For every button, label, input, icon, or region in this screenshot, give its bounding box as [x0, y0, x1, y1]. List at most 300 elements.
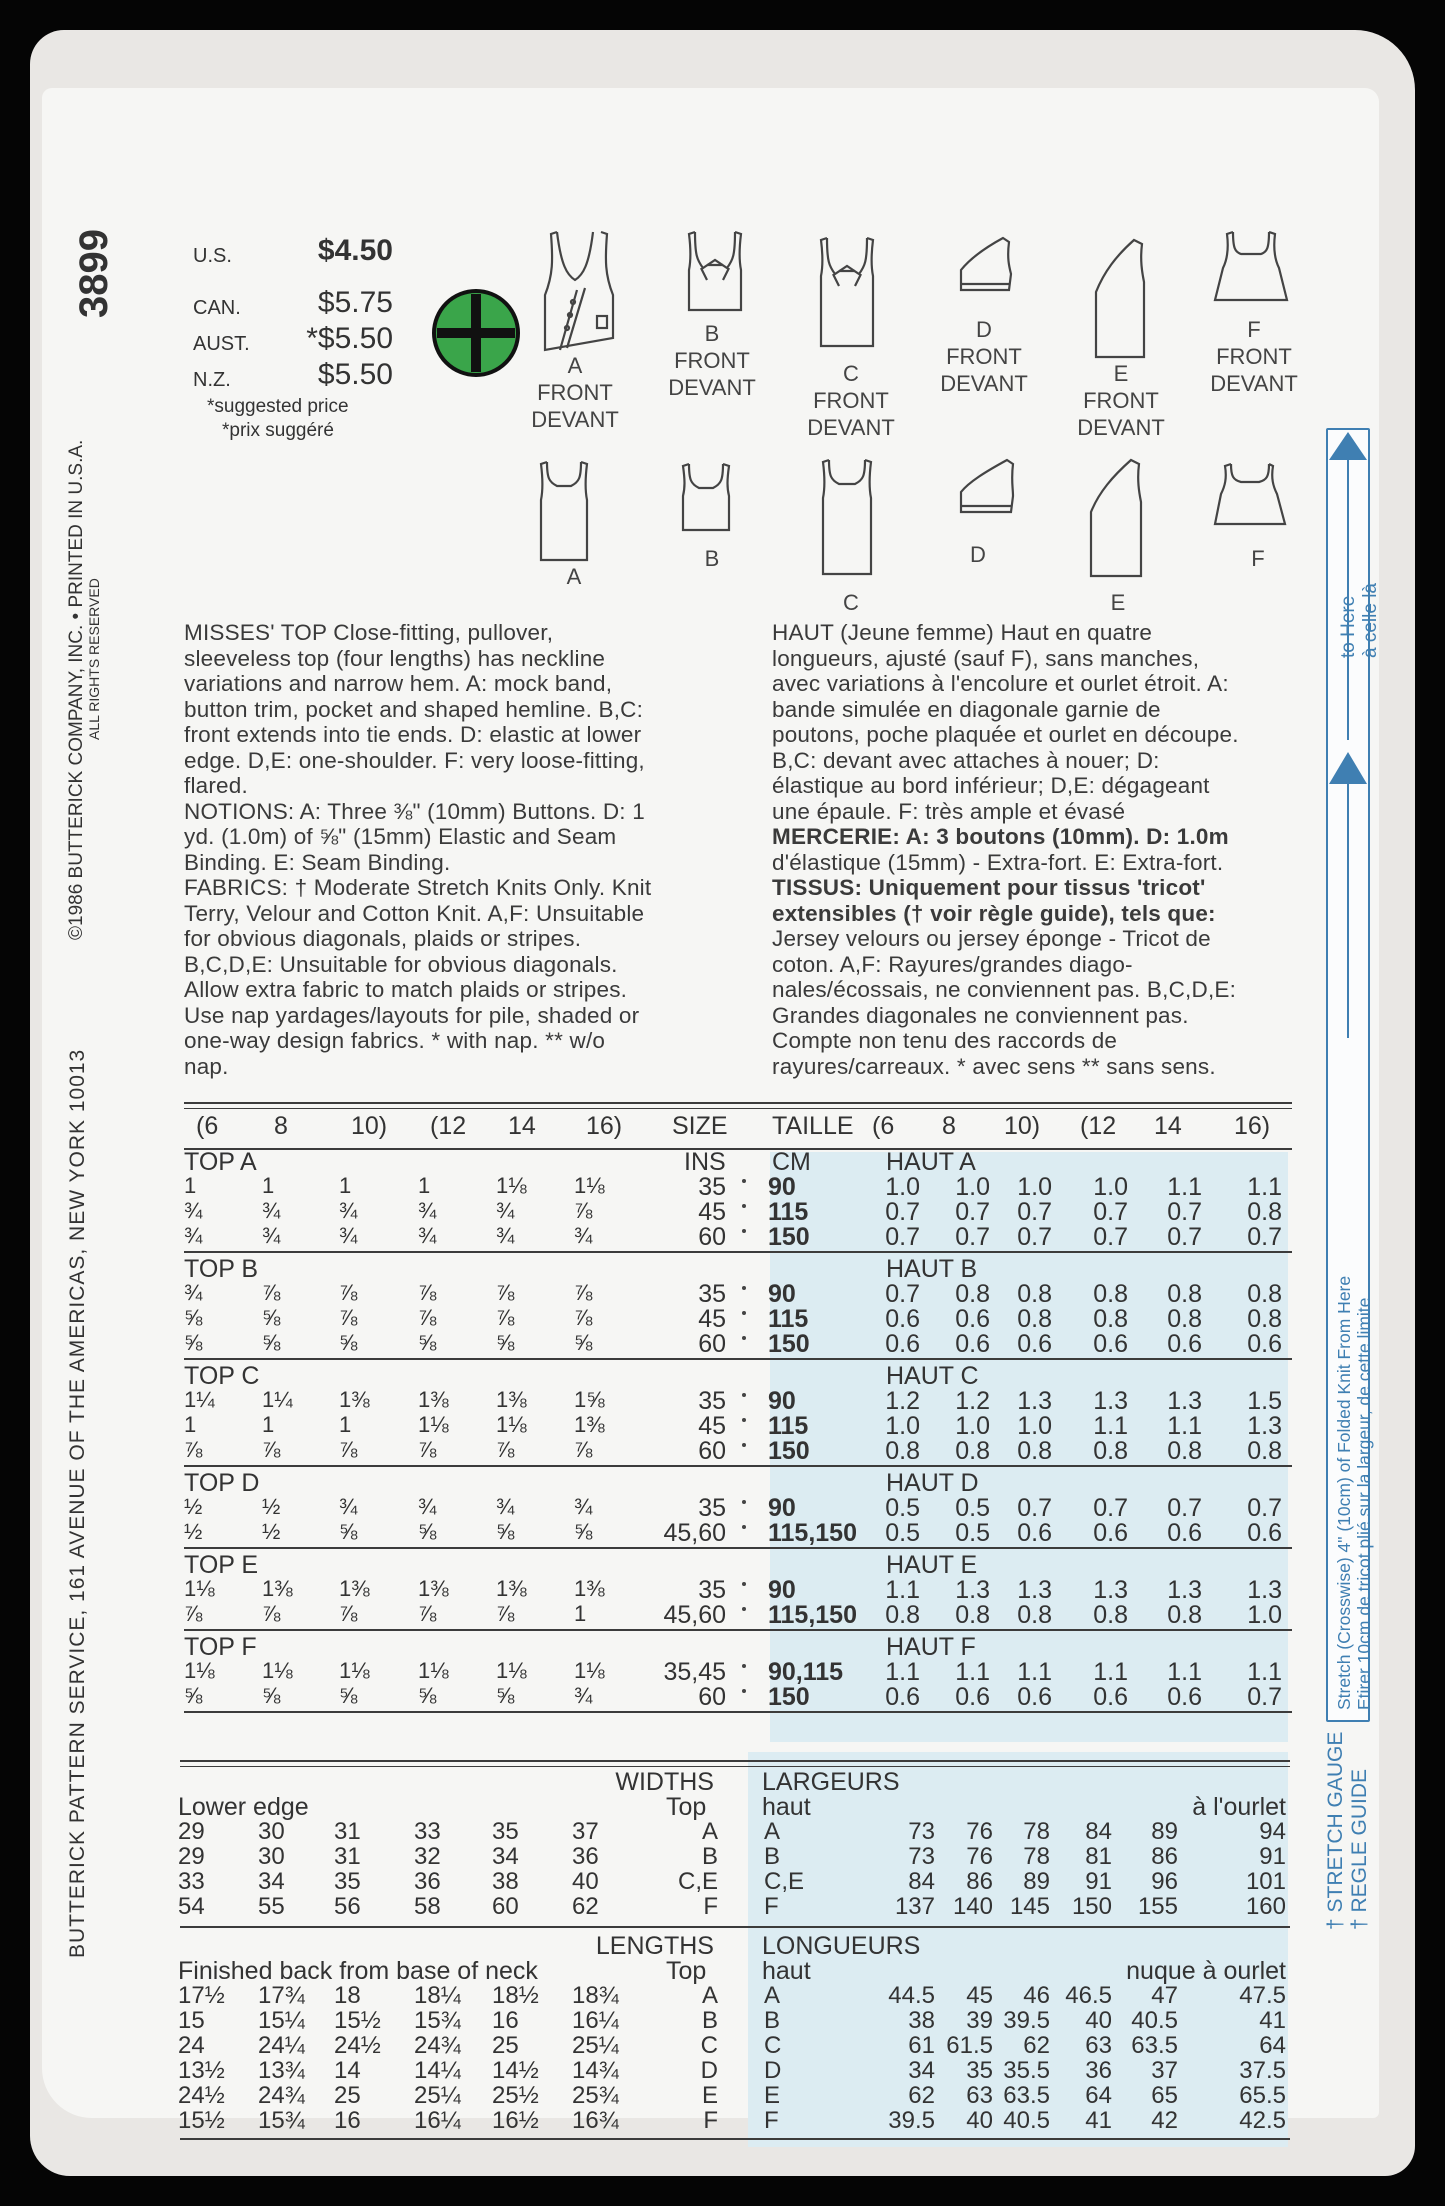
- yardage-group-title: TOP B: [184, 1255, 259, 1283]
- inch-value: 29: [178, 1818, 205, 1845]
- ins-label: INS: [684, 1148, 726, 1176]
- description-line: poutons, poche plaquée et ourlet en découpe.: [772, 722, 1239, 747]
- section-rule: [180, 1926, 1290, 1928]
- cm-value: 91: [1085, 1868, 1112, 1895]
- back-view-letter: E: [1110, 590, 1126, 615]
- inch-value: 14¾: [572, 2057, 619, 2084]
- metric-value: 0.8: [1093, 1437, 1128, 1465]
- yardage-value: 1⅛: [184, 1658, 215, 1683]
- inch-value: 34: [258, 1868, 285, 1895]
- view-front-word: FRONT: [813, 388, 889, 413]
- top-letter-fr: A: [764, 1818, 781, 1845]
- cm-value: 41: [1259, 2007, 1286, 2034]
- group-rule: [184, 1547, 1292, 1549]
- cm-value: 62: [1023, 2032, 1050, 2059]
- view-letter: F: [1247, 317, 1261, 342]
- gauge-a-celle-la: à celle là: [1360, 583, 1381, 658]
- inch-value: 15½: [334, 2007, 381, 2034]
- cm-value: 39: [966, 2007, 993, 2034]
- dot: [742, 1286, 746, 1290]
- metric-value: 0.5: [885, 1494, 920, 1522]
- inch-value: 14½: [492, 2057, 539, 2084]
- yardage-value: ¾: [496, 1223, 515, 1248]
- cm-value: 39.5: [888, 2107, 935, 2134]
- metric-value: 0.6: [1093, 1330, 1128, 1358]
- top-letter: B: [701, 2007, 718, 2034]
- yardage-value: ⅞: [574, 1280, 593, 1305]
- inch-value: 14: [334, 2057, 361, 2084]
- yardage-value: 1: [184, 1173, 197, 1198]
- inch-value: 17½: [178, 1982, 225, 2009]
- metric-value: 1.3: [1167, 1387, 1202, 1415]
- cm-value: 63: [966, 2082, 993, 2109]
- copyright-line: ©1986 BUTTERICK COMPANY, INC. • PRINTED IN U.S.A.: [66, 439, 87, 940]
- metric-value: 0.6: [955, 1683, 990, 1711]
- yardage-value: ⅝: [184, 1330, 203, 1355]
- yardage-value: ¾: [262, 1198, 281, 1223]
- yardage-group-title-fr: HAUT E: [886, 1551, 978, 1579]
- inch-value: 25½: [492, 2082, 539, 2109]
- yardage-value: 1⅛: [418, 1412, 449, 1437]
- price-row: [193, 356, 393, 392]
- description-line: front extends into tie ends. D: elastic at lower: [184, 722, 642, 747]
- top-letter: B: [701, 1843, 718, 1870]
- top-letter: D: [700, 2057, 718, 2084]
- yardage-value: 1⅛: [262, 1658, 293, 1683]
- yardage-value: ⅝: [339, 1330, 358, 1355]
- dot: [742, 1179, 746, 1183]
- inch-value: 16½: [492, 2107, 539, 2134]
- cm-value: 91: [1259, 1843, 1286, 1870]
- top-letter: F: [703, 2107, 718, 2134]
- yardage-group-title: TOP F: [184, 1633, 257, 1661]
- metric-value: 0.6: [1167, 1330, 1202, 1358]
- yardage-value: 1⅛: [574, 1173, 605, 1198]
- taille-header: 14: [1154, 1112, 1182, 1140]
- metric-value: 1.1: [1167, 1658, 1202, 1686]
- cm-value: 145: [1009, 1893, 1050, 1920]
- metric-value: 0.6: [1167, 1519, 1202, 1547]
- metric-value: 1.1: [885, 1576, 920, 1604]
- yardage-value: ¾: [574, 1683, 593, 1708]
- yardage-value: ¾: [496, 1198, 515, 1223]
- yardage-value: ¾: [574, 1494, 593, 1519]
- yardage-group-title: TOP A: [184, 1148, 257, 1176]
- cm-value: 140: [952, 1893, 993, 1920]
- yardage-value: ⅝: [339, 1683, 358, 1708]
- metric-value: 1.1: [1247, 1658, 1282, 1686]
- view-c-back-icon: [823, 460, 871, 574]
- yardage-value: ⅝: [262, 1330, 281, 1355]
- metric-value: 0.8: [955, 1437, 990, 1465]
- metric-value: 1.3: [1247, 1412, 1282, 1440]
- inch-value: 31: [334, 1818, 361, 1845]
- size-header: 14: [508, 1112, 536, 1140]
- yardage-value: ½: [262, 1519, 281, 1544]
- metric-value: 0.7: [1093, 1198, 1128, 1226]
- publisher-address: BUTTERICK PATTERN SERVICE, 161 AVENUE OF THE AMERICAS, NEW YORK 10013: [66, 1048, 89, 1958]
- cm-value: 64: [1085, 2082, 1112, 2109]
- view-devant-word: DEVANT: [1077, 415, 1165, 440]
- view-b-back-icon: [683, 464, 729, 530]
- yardage-value: 1⅛: [496, 1173, 527, 1198]
- yardage-value: 1⅜: [339, 1387, 370, 1412]
- view-f-front-icon: [1215, 232, 1287, 300]
- cm-value: 40: [966, 2107, 993, 2134]
- view-a-back-icon: [541, 462, 587, 560]
- cm-value: 64: [1259, 2032, 1286, 2059]
- top-letter-fr: F: [764, 1893, 779, 1920]
- inch-value: 24¼: [258, 2032, 305, 2059]
- group-rule: [184, 1251, 1292, 1253]
- cm-value: 89: [1023, 1868, 1050, 1895]
- cm-value: 63.5: [1131, 2032, 1178, 2059]
- inch-value: 18: [334, 1982, 361, 2009]
- inch-value: 62: [572, 1893, 599, 1920]
- view-label-b: [652, 320, 772, 401]
- description-line: longueurs, ajusté (sauf F), sans manches,: [772, 645, 1200, 671]
- description-line: Use nap yardages/layouts for pile, shaded or: [184, 1002, 640, 1028]
- cm-width: 115: [768, 1198, 809, 1226]
- yardage-value: 1: [262, 1173, 275, 1198]
- top-letter-fr: E: [764, 2082, 781, 2109]
- cm-value: 86: [1151, 1843, 1178, 1870]
- price-value: $5.75: [317, 286, 393, 319]
- cm-width: 90: [768, 1387, 796, 1415]
- metric-value: 0.7: [1093, 1223, 1128, 1251]
- yardage-value: ¾: [262, 1223, 281, 1248]
- cm-value: 84: [908, 1868, 935, 1895]
- metric-value: 0.6: [1247, 1330, 1282, 1358]
- metric-value: 1.2: [885, 1387, 920, 1415]
- inch-value: 30: [258, 1843, 285, 1870]
- yardage-value: ⅞: [339, 1305, 358, 1330]
- yardage-value: 1⅜: [574, 1576, 605, 1601]
- dot: [742, 1311, 746, 1315]
- cm-value: 84: [1085, 1818, 1112, 1845]
- metric-value: 0.7: [955, 1223, 990, 1251]
- lengths-title: LENGTHS: [595, 1932, 714, 1960]
- metric-value: 0.8: [1247, 1280, 1282, 1308]
- yardage-value: ⅞: [496, 1305, 515, 1330]
- dot: [742, 1393, 746, 1397]
- metric-value: 0.7: [1017, 1198, 1052, 1226]
- inch-value: 25: [334, 2082, 361, 2109]
- yardage-value: 1⅜: [496, 1387, 527, 1412]
- price-country: U.S.: [193, 245, 232, 267]
- inch-value: 54: [178, 1893, 205, 1920]
- description-line: élastique au bord inférieur; D,E: dégageant: [772, 773, 1210, 798]
- cm-value: 160: [1245, 1893, 1286, 1920]
- yardage-value: ⅞: [262, 1601, 281, 1626]
- description-line: d'élastique (15mm) - Extra-fort. E: Extra-fort.: [772, 849, 1224, 875]
- inch-value: 15: [178, 2007, 205, 2034]
- yardage-value: 1⅛: [496, 1658, 527, 1683]
- top-letter: A: [701, 1982, 718, 2009]
- cm-value: 38: [908, 2007, 935, 2034]
- metric-value: 0.7: [1167, 1494, 1202, 1522]
- description-line: MISSES' TOP Close-fitting, pullover,: [184, 620, 554, 645]
- inch-value: 33: [178, 1868, 205, 1895]
- description-line: variations and narrow hem. A: mock band,: [184, 671, 613, 696]
- widths-subtitle: Lower edge: [178, 1793, 309, 1821]
- widths-sub-fr-right: à l'ourlet: [1192, 1793, 1286, 1821]
- dot: [742, 1664, 746, 1668]
- metric-value: 1.0: [955, 1173, 990, 1201]
- cm-value: 39.5: [1003, 2007, 1050, 2034]
- description-line: flared.: [184, 773, 248, 798]
- cm-value: 35.5: [1003, 2057, 1050, 2084]
- view-label-d: [924, 316, 1044, 397]
- cm-value: 137: [894, 1893, 935, 1920]
- lengths-sub-fr: haut: [762, 1957, 811, 1985]
- cm-value: 65.5: [1239, 2082, 1286, 2109]
- top-letter-fr: C,E: [764, 1868, 805, 1895]
- cm-value: 40.5: [1131, 2007, 1178, 2034]
- dot: [742, 1582, 746, 1586]
- description-line: yd. (1.0m) of ⅝" (15mm) Elastic and Seam: [184, 824, 617, 849]
- inch-value: 16¼: [414, 2107, 461, 2134]
- ins-width: 35: [698, 1387, 726, 1415]
- ins-width: 45: [698, 1198, 726, 1226]
- description-line: nales/écossais, ne conviennent pas. B,C,D,E:: [772, 977, 1237, 1002]
- metric-value: 0.8: [1093, 1601, 1128, 1629]
- inch-value: 30: [258, 1818, 285, 1845]
- yardage-value: ⅞: [262, 1437, 281, 1462]
- view-d-front-icon: [961, 238, 1011, 290]
- view-devant-word: DEVANT: [531, 407, 619, 432]
- description-line: for obvious diagonals, plaids or stripes.: [184, 926, 582, 951]
- metric-value: 0.8: [1167, 1601, 1202, 1629]
- cm-value: 96: [1151, 1868, 1178, 1895]
- top-letter: C: [700, 2032, 718, 2059]
- taille-label: TAILLE: [772, 1112, 854, 1140]
- ins-width: 35: [698, 1576, 726, 1604]
- yardage-group-title-fr: HAUT B: [886, 1255, 978, 1283]
- ins-width: 45,60: [663, 1519, 726, 1547]
- yardage-value: ⅞: [418, 1305, 437, 1330]
- lengths-title-fr: LONGUEURS: [762, 1932, 921, 1960]
- yardage-value: 1⅛: [418, 1658, 449, 1683]
- cm-value: 37: [1151, 2057, 1178, 2084]
- inch-value: 17¾: [258, 1982, 305, 2009]
- inch-value: 18¾: [572, 1982, 619, 2009]
- yardage-value: ⅞: [339, 1280, 358, 1305]
- yardage-value: ¾: [418, 1223, 437, 1248]
- back-view-letter: A: [566, 564, 582, 589]
- size-header: 10): [351, 1112, 388, 1140]
- metric-value: 0.6: [1167, 1683, 1202, 1711]
- view-letter: D: [976, 317, 992, 342]
- metric-value: 1.0: [955, 1412, 990, 1440]
- metric-value: 0.6: [1093, 1683, 1128, 1711]
- metric-value: 0.6: [1017, 1683, 1052, 1711]
- view-letter: C: [843, 361, 859, 386]
- inch-value: 25¼: [414, 2082, 461, 2109]
- metric-value: 0.8: [1017, 1305, 1052, 1333]
- metric-value: 0.7: [1017, 1223, 1052, 1251]
- top-letter-fr: B: [764, 2007, 781, 2034]
- yardage-value: 1⅜: [418, 1387, 449, 1412]
- inch-value: 24¾: [258, 2082, 305, 2109]
- gauge-bottom-arrow-icon: [1327, 750, 1369, 1040]
- metric-value: 0.6: [885, 1305, 920, 1333]
- description-line: Allow extra fabric to match plaids or stripes.: [184, 977, 628, 1002]
- cm-value: 42.5: [1239, 2107, 1286, 2134]
- yardage-value: 1: [418, 1173, 431, 1198]
- cm-value: 81: [1085, 1843, 1112, 1870]
- size-header: (12: [430, 1112, 467, 1140]
- inch-value: 38: [492, 1868, 519, 1895]
- yardage-value: ⅞: [496, 1437, 515, 1462]
- metric-value: 0.8: [955, 1280, 990, 1308]
- yardage-value: ⅞: [418, 1437, 437, 1462]
- cm-value: 86: [966, 1868, 993, 1895]
- metric-value: 1.1: [1247, 1173, 1282, 1201]
- view-b-front-icon: [689, 232, 741, 310]
- group-rule: [184, 1465, 1292, 1467]
- yardage-group-title-fr: HAUT A: [886, 1148, 976, 1176]
- description-line: NOTIONS: A: Three ⅜" (10mm) Buttons. D: 1: [184, 798, 645, 824]
- metric-value: 1.0: [1017, 1412, 1052, 1440]
- yardage-value: 1⅛: [339, 1658, 370, 1683]
- ins-width: 60: [698, 1330, 726, 1358]
- yardage-value: ⅞: [574, 1305, 593, 1330]
- metric-value: 1.0: [885, 1412, 920, 1440]
- inch-value: 35: [492, 1818, 519, 1845]
- cm-value: 61: [908, 2032, 935, 2059]
- yardage-group-title-fr: HAUT D: [886, 1469, 979, 1497]
- cm-value: 155: [1137, 1893, 1178, 1920]
- view-a-front-icon: [545, 232, 613, 350]
- metric-value: 1.1: [1017, 1658, 1052, 1686]
- top-letter: F: [703, 1893, 718, 1920]
- size-header: 8: [274, 1112, 288, 1140]
- cm-value: 73: [908, 1818, 935, 1845]
- stretch-gauge-title: † STRETCH GAUGE: [1324, 1731, 1347, 1930]
- metric-value: 1.1: [1167, 1412, 1202, 1440]
- metric-value: 0.7: [885, 1223, 920, 1251]
- size-label: SIZE: [672, 1112, 728, 1140]
- ins-width: 45: [698, 1412, 726, 1440]
- cm-value: 46.5: [1065, 1982, 1112, 2009]
- yardage-value: ¾: [339, 1198, 358, 1223]
- yardage-value: ⅝: [184, 1305, 203, 1330]
- lengths-sub-fr-right: nuque à ourlet: [1126, 1957, 1286, 1985]
- inch-value: 18¼: [414, 1982, 461, 2009]
- inch-value: 36: [414, 1868, 441, 1895]
- inch-value: 18½: [492, 1982, 539, 2009]
- yardage-value: ⅞: [496, 1601, 515, 1626]
- cm-value: 76: [966, 1818, 993, 1845]
- widths-sub-fr: haut: [762, 1793, 811, 1821]
- yardage-value: 1⅛: [496, 1412, 527, 1437]
- metric-value: 0.8: [1247, 1305, 1282, 1333]
- cm-width: 90: [768, 1576, 796, 1604]
- metric-value: 0.8: [955, 1601, 990, 1629]
- taille-header: 10): [1004, 1112, 1041, 1140]
- inch-value: 25: [492, 2032, 519, 2059]
- widths-title-fr: LARGEURS: [762, 1768, 900, 1796]
- yardage-value: ¾: [184, 1280, 203, 1305]
- inch-value: 24½: [178, 2082, 225, 2109]
- lengths-subtitle: Finished back from base of neck: [178, 1957, 538, 1985]
- description-line: Grandes diagonales ne conviennent pas.: [772, 1002, 1189, 1028]
- price-row: [193, 284, 393, 320]
- inch-value: 37: [572, 1818, 599, 1845]
- gauge-description-fr: Etirer 10cm de tricot plié sur la largeur, de cette limite: [1354, 1297, 1374, 1710]
- view-letter: E: [1113, 361, 1129, 386]
- inch-value: 15½: [178, 2107, 225, 2134]
- view-letter: A: [567, 353, 583, 378]
- cm-value: 47: [1151, 1982, 1178, 2009]
- yardage-value: ¾: [339, 1223, 358, 1248]
- cm-value: 46: [1023, 1982, 1050, 2009]
- cm-value: 41: [1085, 2107, 1112, 2134]
- metric-value: 0.6: [955, 1305, 990, 1333]
- price-value: *$5.50: [306, 322, 393, 355]
- inch-value: 60: [492, 1893, 519, 1920]
- cm-value: 150: [1071, 1893, 1112, 1920]
- cm-value: 78: [1023, 1818, 1050, 1845]
- yardage-value: ¾: [184, 1223, 203, 1248]
- cm-width: 90: [768, 1280, 796, 1308]
- yardage-group-title: TOP E: [184, 1551, 259, 1579]
- widths-top-label: Top: [666, 1793, 707, 1821]
- metric-value: 1.2: [955, 1387, 990, 1415]
- inch-value: 56: [334, 1893, 361, 1920]
- ins-width: 35: [698, 1280, 726, 1308]
- yardage-value: 1⅜: [418, 1576, 449, 1601]
- yardage-value: 1⅛: [574, 1658, 605, 1683]
- metric-value: 0.8: [1247, 1198, 1282, 1226]
- ins-width: 35: [698, 1173, 726, 1201]
- size-header: 16): [586, 1112, 623, 1140]
- metric-value: 0.5: [955, 1494, 990, 1522]
- yardage-group-title-fr: HAUT C: [886, 1362, 979, 1390]
- description-line: button trim, pocket and shaped hemline. B,C:: [184, 696, 644, 722]
- metric-value: 0.7: [1167, 1223, 1202, 1251]
- yardage-value: ⅝: [418, 1330, 437, 1355]
- cm-value: 45: [966, 1982, 993, 2009]
- yardage-value: 1¼: [262, 1387, 293, 1412]
- taille-header: 8: [942, 1112, 956, 1140]
- yardage-value: ⅞: [184, 1437, 203, 1462]
- metric-value: 0.8: [1093, 1305, 1128, 1333]
- cm-value: 35: [966, 2057, 993, 2084]
- description-french: [772, 620, 1302, 1079]
- yardage-value: ½: [184, 1519, 203, 1544]
- metric-value: 0.8: [885, 1437, 920, 1465]
- yardage-value: ½: [184, 1494, 203, 1519]
- metric-value: 0.8: [1017, 1437, 1052, 1465]
- yardage-value: ⅝: [496, 1683, 515, 1708]
- metric-value: 0.7: [885, 1280, 920, 1308]
- metric-value: 0.7: [885, 1198, 920, 1226]
- metric-value: 1.3: [1167, 1576, 1202, 1604]
- inch-value: 55: [258, 1893, 285, 1920]
- widths-title: WIDTHS: [615, 1768, 714, 1796]
- yardage-value: 1⅜: [574, 1412, 605, 1437]
- taille-header: (6: [872, 1112, 895, 1140]
- description-line: Terry, Velour and Cotton Knit. A,F: Unsuitable: [184, 900, 645, 926]
- description-english: [184, 620, 724, 1079]
- yardage-value: ⅝: [418, 1683, 437, 1708]
- description-line: sleeveless top (four lengths) has neckline: [184, 645, 606, 671]
- metric-value: 0.6: [1093, 1519, 1128, 1547]
- description-line: HAUT (Jeune femme) Haut en quatre: [772, 620, 1153, 645]
- description-line: FABRICS: † Moderate Stretch Knits Only. Knit: [184, 875, 652, 900]
